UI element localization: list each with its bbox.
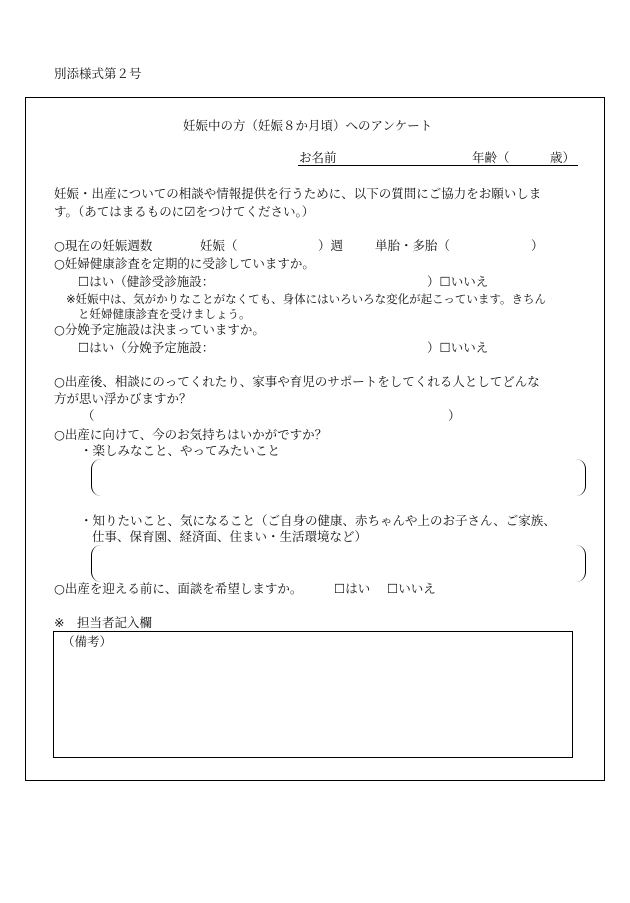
q2-label: ○妊婦健康診査を定期的に受診していますか。 [54,256,315,271]
q1-weeks-field[interactable] [245,238,317,253]
q6-no-checkbox[interactable]: ☐いいえ [387,581,436,596]
q3-facility-field[interactable] [225,340,420,355]
q3-no-checkbox[interactable]: ）☐いいえ [427,340,489,355]
age-field[interactable] [512,150,548,165]
name-label: お名前 [299,150,337,165]
intro-text-line2: す。（あてはまるものに☑をつけてください。） [54,204,315,219]
age-label: 年齢（ [472,150,510,165]
q1-pregnancy-label: 妊娠（ [200,238,238,253]
q1-week-label: ）週 [318,238,344,253]
q3-label: ○分娩予定施設は決まっていますか。 [54,322,265,337]
q4-line1: ○出産後、相談にのってくれたり、家事や育児のサポートをしてくれる人としてどんな [54,374,540,389]
form-number: 別添様式第２号 [54,66,142,81]
q1-single-multiple-field[interactable] [455,238,530,253]
q5-sub2-answer-box[interactable] [91,545,586,582]
q5-sub2-line2: 仕事、保育園、経済面、住まい・生活環境など） [92,529,368,544]
age-suffix: 歳） [550,150,576,165]
q1-label: ○現在の妊娠週数 [54,238,153,253]
q2-note-line1: ※妊娠中は、気がかりなことがなくても、身体にはいろいろな変化が起こっています。きちん [66,292,546,306]
q2-note-line2: と妊婦健康診査を受けましょう。 [78,307,251,321]
q5-sub1-answer-box[interactable] [91,459,586,496]
q1-close-paren: ） [531,238,544,253]
q5-sub1-label: ・楽しみなこと、やってみたいこと [80,443,281,458]
staff-section-heading: ※ 担当者記入欄 [54,615,152,630]
remarks-box[interactable] [53,631,573,758]
form-title: 妊娠中の方（妊娠８か月頃）へのアンケート [183,118,433,133]
q3-yes-checkbox[interactable]: ☐はい（分娩予定施設： [78,340,215,355]
q2-no-checkbox[interactable]: ）☐いいえ [427,274,489,289]
q1-single-multiple-label: 単胎・多胎（ [375,238,451,253]
q2-facility-field[interactable] [225,274,420,289]
q2-yes-checkbox[interactable]: ☐はい（健診受診施設： [78,274,215,289]
q4-close-paren: ） [448,408,461,423]
q5-sub2-line1: ・知りたいこと、気になること（ご自身の健康、赤ちゃんや上のお子さん、ご家族、 [80,513,556,528]
q5-label: ○出産に向けて、今のお気持ちはいかがですか？ [54,427,328,442]
q6-yes-checkbox[interactable]: ☐はい [334,581,371,596]
q6-label: ○出産を迎える前に、面談を希望しますか。 [54,581,303,596]
q4-support-person-field[interactable] [98,408,448,423]
remarks-label: （備考） [62,634,113,649]
q4-open-paren: （ [82,408,95,423]
q4-line2: 方が思い浮かびますか？ [54,391,192,406]
intro-text-line1: 妊娠・出産についての相談や情報提供を行うために、以下の質問にご協力をお願いしま [54,186,542,201]
name-field[interactable] [345,150,465,165]
